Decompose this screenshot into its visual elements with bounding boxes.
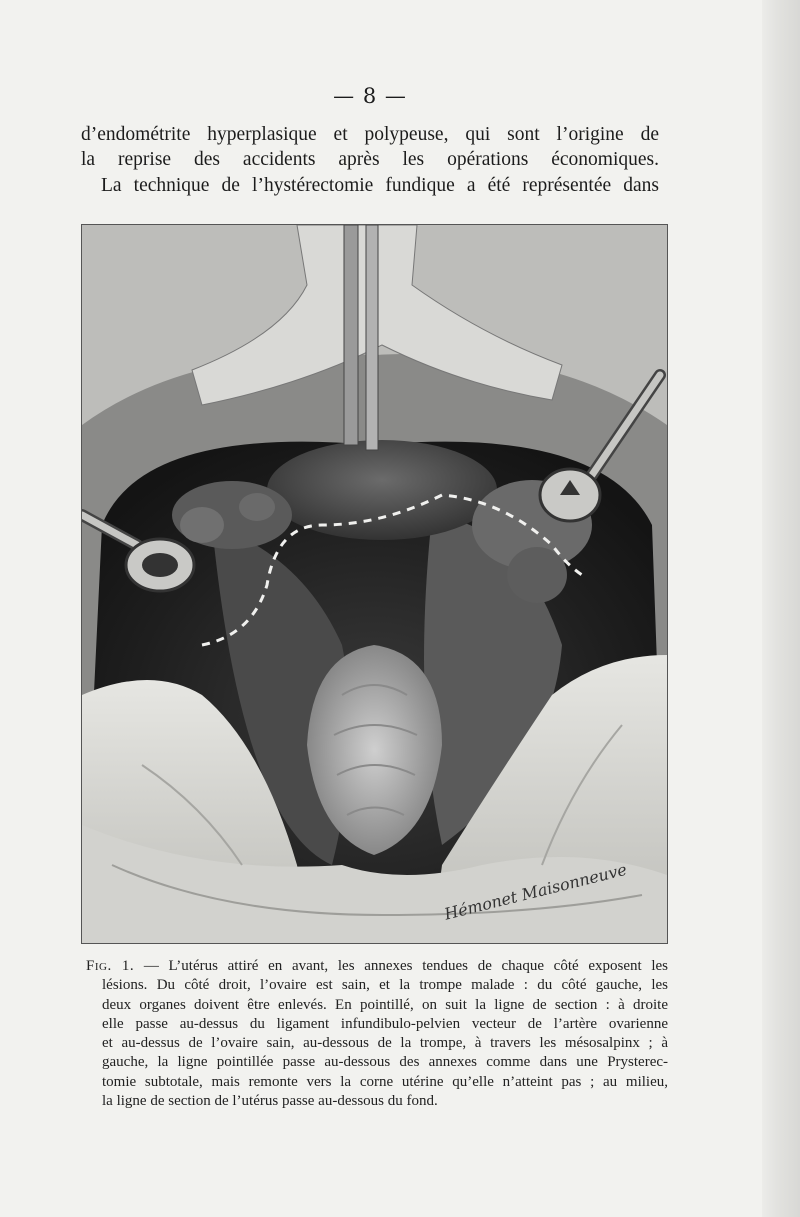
- caption-line-7: tomie subtotale, mais remonte vers la corne utérine qu’elle n’atteint pas ; au milieu,: [102, 1073, 668, 1090]
- body-text-line: [81, 147, 659, 172]
- body-text-line: [81, 122, 659, 147]
- body-text-line-3: La technique de l’hystérectomie fundique a été représentée dans: [101, 175, 659, 196]
- surgical-illustration: [82, 225, 667, 943]
- caption-line-4: elle passe au-dessus du ligament infundibulo-pelvien vecteur de l’artère ovarienne: [102, 1015, 668, 1032]
- caption-line-5: et au-dessus de l’ovaire sain, au-dessous de la trompe, à travers les mésosalpinx ; à: [102, 1035, 668, 1052]
- body-text-line-2: la reprise des accidents après les opérations économiques.: [81, 149, 659, 170]
- caption-text-1: — L’utérus attiré en avant, les annexes tendues de chaque côté exposent les: [143, 958, 669, 974]
- caption-line-8: la ligne de section de l’utérus passe au-dessous du fond.: [102, 1093, 438, 1110]
- caption-line-1: [86, 957, 668, 976]
- body-text-line-1: d’endométrite hyperplasique et polypeuse, qui sont l’origine de: [81, 124, 659, 145]
- page-number: — 8 —: [333, 84, 407, 108]
- page-edge-shadow: [762, 0, 800, 1217]
- figure-caption: [86, 957, 668, 1111]
- caption-line-6: gauche, la ligne pointillée passe au-dessous des annexes comme dans une Prysterec-: [102, 1054, 668, 1071]
- figure-label: Fig. 1.: [86, 958, 135, 974]
- caption-line-3: deux organes doivent être enlevés. En pointillé, on suit la ligne de section : à droite: [102, 996, 668, 1013]
- caption-line-2: lésions. Du côté droit, l’ovaire est sain, et la trompe malade : du côté gauche, les: [102, 977, 668, 994]
- body-text-line: [81, 173, 659, 198]
- illustration-drawing: [82, 225, 667, 943]
- artist-signature: Hémonet Maisonneuve: [442, 859, 629, 924]
